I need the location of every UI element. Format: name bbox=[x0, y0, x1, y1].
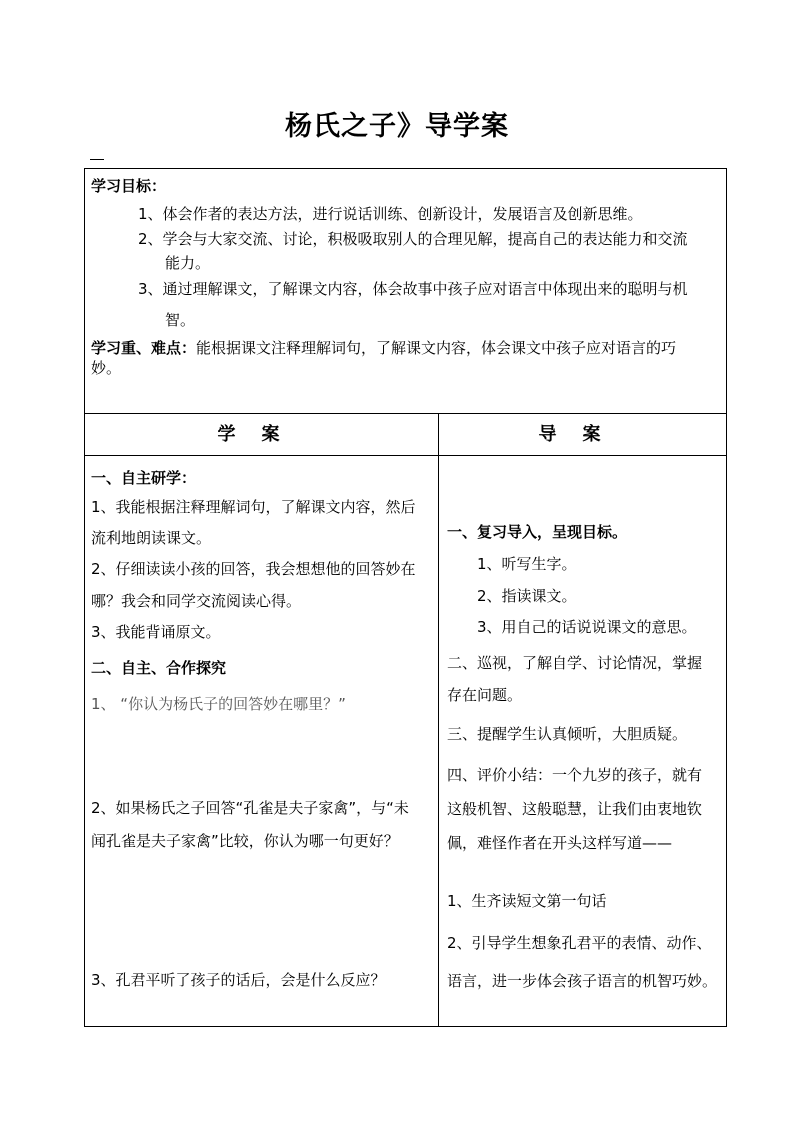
patrol-step-cont: 存在问题。 bbox=[447, 686, 523, 704]
key-points-line-2: 妙。 bbox=[91, 359, 122, 377]
goal-item-1: 1、体会作者的表达方法，进行说话训练、创新设计，发展语言及创新思维。 bbox=[138, 205, 643, 223]
key-points-text: 能根据课文注释理解词句，了解课文内容，体会课文中孩子应对语言的巧 bbox=[196, 339, 677, 357]
self-study-item-2: 2、仔细读读小孩的回答，我会想想他的回答妙在 bbox=[91, 560, 416, 578]
review-item-2: 2、指读课文。 bbox=[477, 587, 577, 605]
goal-item-2-cont: 能力。 bbox=[165, 254, 211, 272]
review-item-1: 1、听写生字。 bbox=[477, 555, 577, 573]
goal-item-2: 2、学会与大家交流、讨论，积极吸取别人的合理见解，提高自己的表达能力和交流 bbox=[138, 230, 688, 248]
question-2: 2、如果杨氏之子回答“孔雀是夫子家禽”，与“未 bbox=[91, 799, 409, 817]
cooperative-inquiry-title: 二、自主、合作探究 bbox=[91, 659, 227, 677]
goal-item-3-cont: 智。 bbox=[165, 311, 196, 329]
self-study-item-1-cont: 流利地朗读课文。 bbox=[91, 529, 212, 547]
self-study-title: 一、自主研学： bbox=[91, 469, 197, 487]
key-points-label: 学习重、难点： bbox=[91, 339, 197, 357]
learning-goals-box bbox=[84, 168, 727, 414]
review-item-3: 3、用自己的话说说课文的意思。 bbox=[477, 618, 697, 636]
imagine-step: 2、引导学生想象孔君平的表情、动作、 bbox=[447, 934, 712, 952]
column-header-daoan: 导案 bbox=[438, 414, 727, 456]
question-2-cont: 闻孔雀是夫子家禽”比较，你认为哪一句更好？ bbox=[91, 832, 399, 850]
summary-step-cont-2: 佩，难怪作者在开头这样写道—— bbox=[447, 834, 673, 852]
daoan-column bbox=[438, 456, 727, 1027]
goals-heading: 学习目标： bbox=[91, 177, 167, 195]
remind-step: 三、提醒学生认真倾听，大胆质疑。 bbox=[447, 725, 688, 743]
page-title: 杨氏之子》导学案 bbox=[285, 111, 509, 142]
title-underline-mark bbox=[90, 159, 104, 160]
summary-step-cont-1: 这般机智、这般聪慧，让我们由衷地钦 bbox=[447, 800, 703, 818]
self-study-item-1: 1、我能根据注释理解词句，了解课文内容，然后 bbox=[91, 498, 416, 516]
self-study-item-3: 3、我能背诵原文。 bbox=[91, 623, 221, 641]
column-header-xuean: 学案 bbox=[84, 414, 439, 456]
review-intro-title: 一、复习导入，呈现目标。 bbox=[447, 523, 628, 541]
question-3: 3、孔君平听了孩子的话后，会是什么反应？ bbox=[91, 971, 386, 989]
question-1: 1、 “你认为杨氏子的回答妙在哪里？” bbox=[91, 695, 346, 713]
goal-item-3: 3、通过理解课文，了解课文内容，体会故事中孩子应对语言中体现出来的聪明与机 bbox=[138, 280, 688, 298]
self-study-item-2-cont: 哪？我会和同学交流阅读心得。 bbox=[91, 592, 302, 610]
read-first-sentence: 1、生齐读短文第一句话 bbox=[447, 892, 607, 910]
summary-step: 四、评价小结：一个九岁的孩子，就有 bbox=[447, 766, 703, 784]
imagine-step-cont: 语言，进一步体会孩子语言的机智巧妙。 bbox=[447, 972, 718, 990]
patrol-step: 二、巡视，了解自学、讨论情况，掌握 bbox=[447, 654, 703, 672]
xuean-column bbox=[84, 456, 439, 1027]
key-points-line-1 bbox=[91, 338, 676, 358]
